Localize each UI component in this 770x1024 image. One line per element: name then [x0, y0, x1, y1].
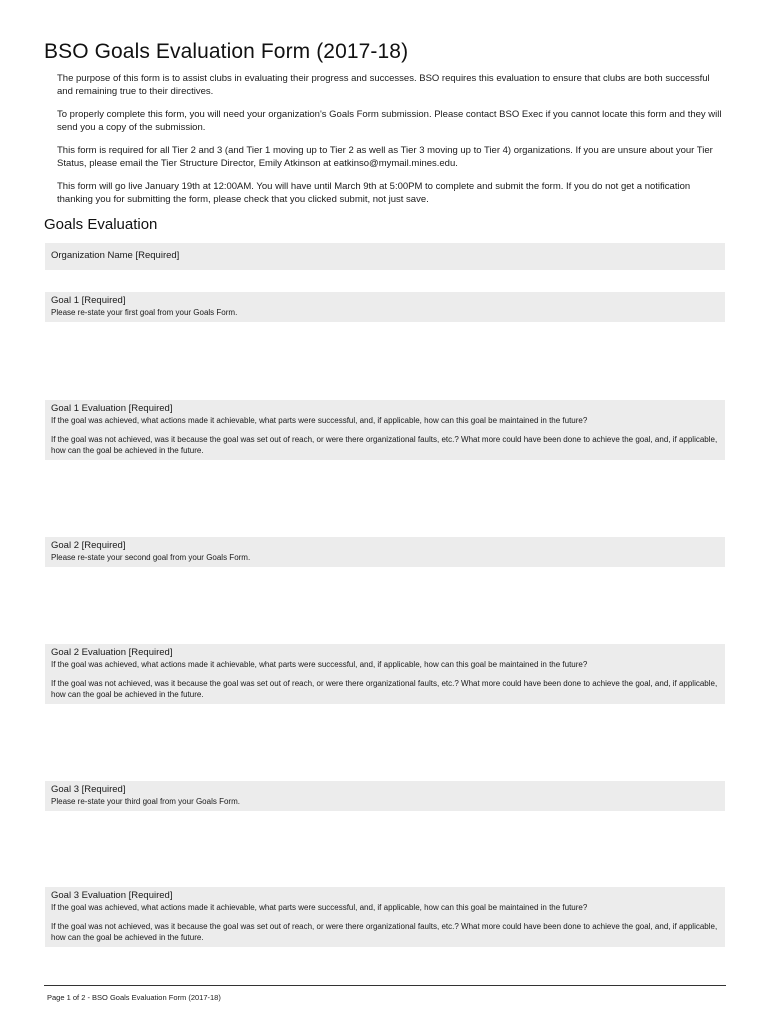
goal-1-field[interactable] — [45, 292, 725, 322]
field-help-text-not-achieved: If the goal was not achieved, was it because the goal was set out of reach, or were there organizational faults, etc.? What more could have been done to achieve the goal, and, if applicable, how can the goal be achieved in the future. — [51, 435, 718, 455]
intro-paragraph-instructions: To properly complete this form, you will need your organization's Goals Form submission. Please contact BSO Exec if you cannot locate this form and they will send you a copy of the submission. — [57, 109, 722, 133]
field-label: Goal 3 Evaluation [Required] — [51, 890, 173, 901]
field-label: Goal 1 Evaluation [Required] — [51, 403, 173, 414]
field-label: Goal 2 [Required] — [51, 540, 126, 551]
field-label: Goal 3 [Required] — [51, 784, 126, 795]
field-help-text-achieved: If the goal was achieved, what actions made it achievable, what parts were successful, and, if applicable, how can this goal be maintained in the future? — [51, 903, 588, 912]
goal-2-field[interactable] — [45, 537, 725, 567]
field-help-text: Please re-state your first goal from your Goals Form. — [51, 308, 238, 317]
section-title: Goals Evaluation — [44, 216, 158, 233]
field-label: Goal 1 [Required] — [51, 295, 126, 306]
goal-3-evaluation-field[interactable] — [45, 887, 725, 947]
goal-3-field[interactable] — [45, 781, 725, 811]
footer-divider — [44, 985, 726, 986]
field-help-text: Please re-state your second goal from your Goals Form. — [51, 553, 251, 562]
goal-1-evaluation-field[interactable] — [45, 400, 725, 460]
page-footer: Page 1 of 2 - BSO Goals Evaluation Form (2017-18) — [47, 993, 221, 1002]
page-title: BSO Goals Evaluation Form (2017-18) — [44, 40, 409, 63]
intro-paragraph-deadline: This form will go live January 19th at 12:00AM. You will have until March 9th at 5:00PM to complete and submit the form. If you do not get a notification thanking you for submitting the form, please check that you clicked submit, not just save. — [57, 181, 691, 205]
field-help-text-not-achieved: If the goal was not achieved, was it because the goal was set out of reach, or were there organizational faults, etc.? What more could have been done to achieve the goal, and, if applicable, how can the goal be achieved in the future. — [51, 679, 718, 699]
intro-paragraph-purpose: The purpose of this form is to assist clubs in evaluating their progress and successes. BSO requires this evaluation to ensure that clubs are both successful and remaining true to their directives. — [57, 73, 710, 97]
intro-paragraph-tier-requirement: This form is required for all Tier 2 and 3 (and Tier 1 moving up to Tier 2 as well as Tier 3 moving up to Tier 4) organizations. If you are unsure about your Tier Status, please email the Tier Structure Director, Emily Atkinson at eatkinso@mymail.mines.edu. — [57, 145, 713, 169]
field-help-text-not-achieved: If the goal was not achieved, was it because the goal was set out of reach, or were there organizational faults, etc.? What more could have been done to achieve the goal, and, if applicable, how can the goal be achieved in the future. — [51, 922, 718, 942]
field-help-text: Please re-state your third goal from your Goals Form. — [51, 797, 240, 806]
intro-text — [57, 73, 727, 217]
field-label: Organization Name [Required] — [51, 250, 180, 261]
goal-2-evaluation-field[interactable] — [45, 644, 725, 704]
field-help-text-achieved: If the goal was achieved, what actions made it achievable, what parts were successful, and, if applicable, how can this goal be maintained in the future? — [51, 416, 588, 425]
organization-name-field[interactable] — [45, 243, 725, 270]
field-label: Goal 2 Evaluation [Required] — [51, 647, 173, 658]
field-help-text-achieved: If the goal was achieved, what actions made it achievable, what parts were successful, and, if applicable, how can this goal be maintained in the future? — [51, 660, 588, 669]
